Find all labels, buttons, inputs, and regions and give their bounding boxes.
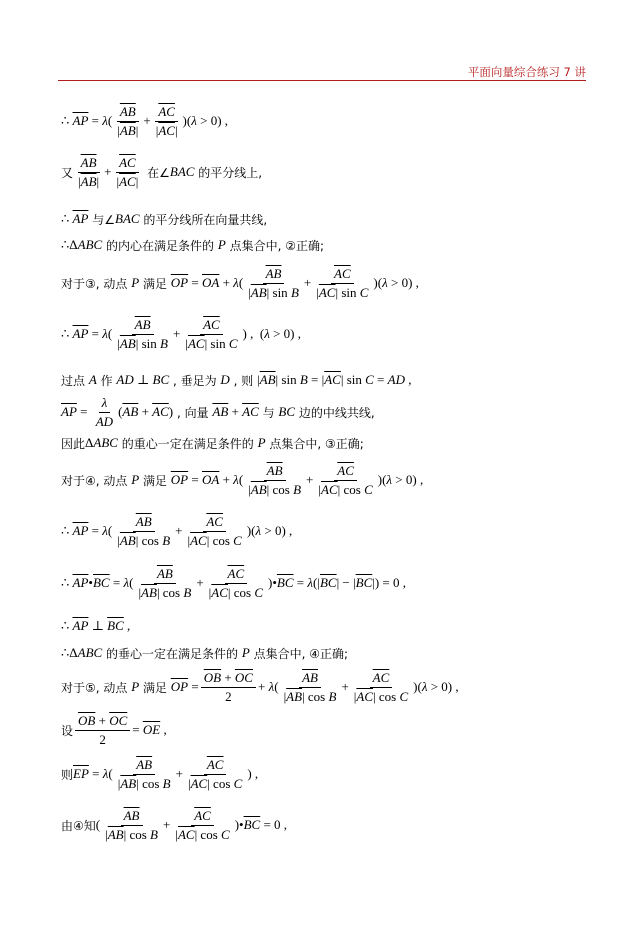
text-line: ∴ $\overline{AP}$ • $\overline{BC}$ = λ ( $\frac{\overline{AB}}{|\overline{AB}| \cos B}$ + $\frac{\overline{AC}}{|\overline{AC}| \cos C}$ )• $\overline{BC}$ = λ (| $\overline{BC}$ | − | $\overline{BC}$ |) = 0 , [61,565,407,600]
text-line: $\overline{AP}$ = $\frac{\lambda}{AD}$ ( $\overline{AB}$ + $\overline{AC}$ ) , 向量 $\overline{AB}$ + $\overline{AC}$ 与 BC 边的中线共线, [61,394,375,429]
text-line: ∴ $\overline{AP}$ ⊥ $\overline{BC}$ , [61,618,131,633]
text-line: ∴ $\overline{AP}$ = λ ( $\frac{\overline{AB}}{|\overline{AB}| \sin B}$ + $\frac{\overline{AC}}{|\overline{AC}| \sin C}$ ) , ( λ > 0) , [61,316,301,351]
text-line: ∴Δ ABC 的垂心一定在满足条件的 P 点集合中, ④正确; [61,645,349,661]
text-line: ∴ $\overline{AP}$ = λ ( $\frac{\overline{AB}}{|\overline{AB}| \cos B}$ + $\frac{\overline{AC}}{|\overline{AC}| \cos C}$ )( λ > 0) , [61,513,293,548]
text-line: ∴ $\overline{AP}$ = λ ( $\frac{\overline{AB}}{|\overline{AB}|}$ + $\frac{\overline{AC}}{|\overline{AC}|}$ )( λ > 0) , [61,103,229,138]
page-header [58,60,586,81]
text-line: 对于③, 动点 P 满足 $\overline{OP}$ = $\overline{OA}$ + λ ( $\frac{\overline{AB}}{|\overline{AB}| \sin B}$ + $\frac{\overline{AC}}{|\overline{AC}| \sin C}$ )( λ > 0) , [61,265,419,300]
text-line: ∴ $\overline{AP}$ 与∠ BAC 的平分线所在向量共线, [61,211,268,227]
text-line: 对于⑤, 动点 P 满足 $\overline{OP}$ = $\frac{\overline{OB} + \overline{OC}}{2}$ + λ ( $\frac{\overline{AB}}{|\overline{AB}| \cos B}$ + $\frac{\overline{AC}}{|\overline{AC}| \cos C}$ )( λ > 0) , [61,669,459,704]
text-line: 设 $\frac{\overline{OB} + \overline{OC}}{2}$ = $\overline{OE}$ , [61,712,167,747]
text-line: 过点 A 作 AD ⊥ BC , 垂足为 D , 则 | $\overline{AB}$ | sin B = | $\overline{AC}$ | sin C = AD , [61,372,412,388]
text-line: 则 $\overline{EP}$ = λ ( $\frac{\overline{AB}}{|\overline{AB}| \cos B}$ + $\frac{\overline{AC}}{|\overline{AC}| \cos C}$ ) , [61,756,259,791]
text-line: 由④知 ( $\frac{\overline{AB}}{|\overline{AB}| \cos B}$ + $\frac{\overline{AC}}{|\overline{AC}| \cos C}$ )• $\overline{BC}$ = 0 , [61,807,288,842]
text-line: 又 $\frac{\overline{AB}}{|\overline{AB}|}$ + $\frac{\overline{AC}}{|\overline{AC}|}$ 在∠ BAC 的平分线上, [61,154,263,189]
header-title: 平面向量综合练习 7 讲 [467,65,586,79]
text-line: 对于④, 动点 P 满足 $\overline{OP}$ = $\overline{OA}$ + λ ( $\frac{\overline{AB}}{|\overline{AB}| \cos B}$ + $\frac{\overline{AC}}{|\overline{AC}| \cos C}$ )( λ > 0) , [61,462,424,497]
text-line: ∴Δ ABC 的内心在满足条件的 P 点集合中, ②正确; [61,237,325,253]
text-line: 因此 Δ ABC 的重心一定在满足条件的 P 点集合中, ③正确; [61,435,364,451]
